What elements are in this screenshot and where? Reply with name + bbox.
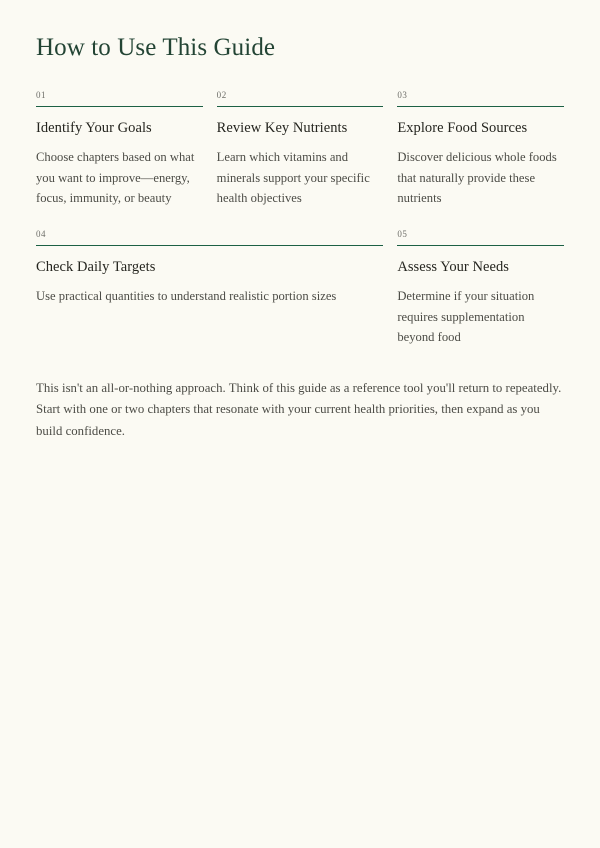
step-divider — [397, 106, 564, 107]
step-number: 05 — [397, 229, 408, 240]
step-description: Choose chapters based on what you want to improve—energy, focus, immunity, or beauty — [36, 150, 195, 205]
step-card-01 — [36, 91, 203, 208]
step-heading: Identify Your Goals — [36, 120, 152, 136]
step-card-05 — [397, 230, 564, 347]
step-card-02 — [217, 91, 384, 208]
step-number: 04 — [36, 229, 47, 240]
step-description: Learn which vitamins and minerals support your specific health objectives — [216, 150, 370, 205]
step-heading: Assess Your Needs — [397, 259, 509, 276]
step-card-03 — [397, 91, 564, 208]
step-heading: Review Key Nutrients — [216, 120, 348, 136]
steps-grid — [36, 91, 564, 348]
step-number: 03 — [397, 90, 408, 100]
step-divider — [36, 245, 383, 246]
step-heading: Explore Food Sources — [397, 120, 528, 136]
step-description: Use practical quantities to understand realistic portion sizes — [36, 289, 337, 304]
step-heading: Check Daily Targets — [36, 259, 156, 276]
step-card-04 — [36, 230, 383, 347]
step-description: Discover delicious whole foods that naturally provide these nutrients — [397, 150, 557, 205]
step-description: Determine if your situation requires supplementation beyond food — [397, 289, 535, 345]
step-divider — [36, 106, 203, 107]
step-divider — [217, 106, 384, 107]
closing-paragraph: This isn't an all-or-nothing approach. Think of this guide as a reference tool you'll return to repeatedly. Start with one or two chapters that resonate with your current health priorities, then expand as you build confidence. — [36, 380, 562, 438]
page-title: How to Use This Guide — [36, 34, 276, 61]
step-divider — [397, 245, 564, 246]
step-number: 02 — [216, 90, 227, 100]
step-number: 01 — [36, 90, 47, 100]
